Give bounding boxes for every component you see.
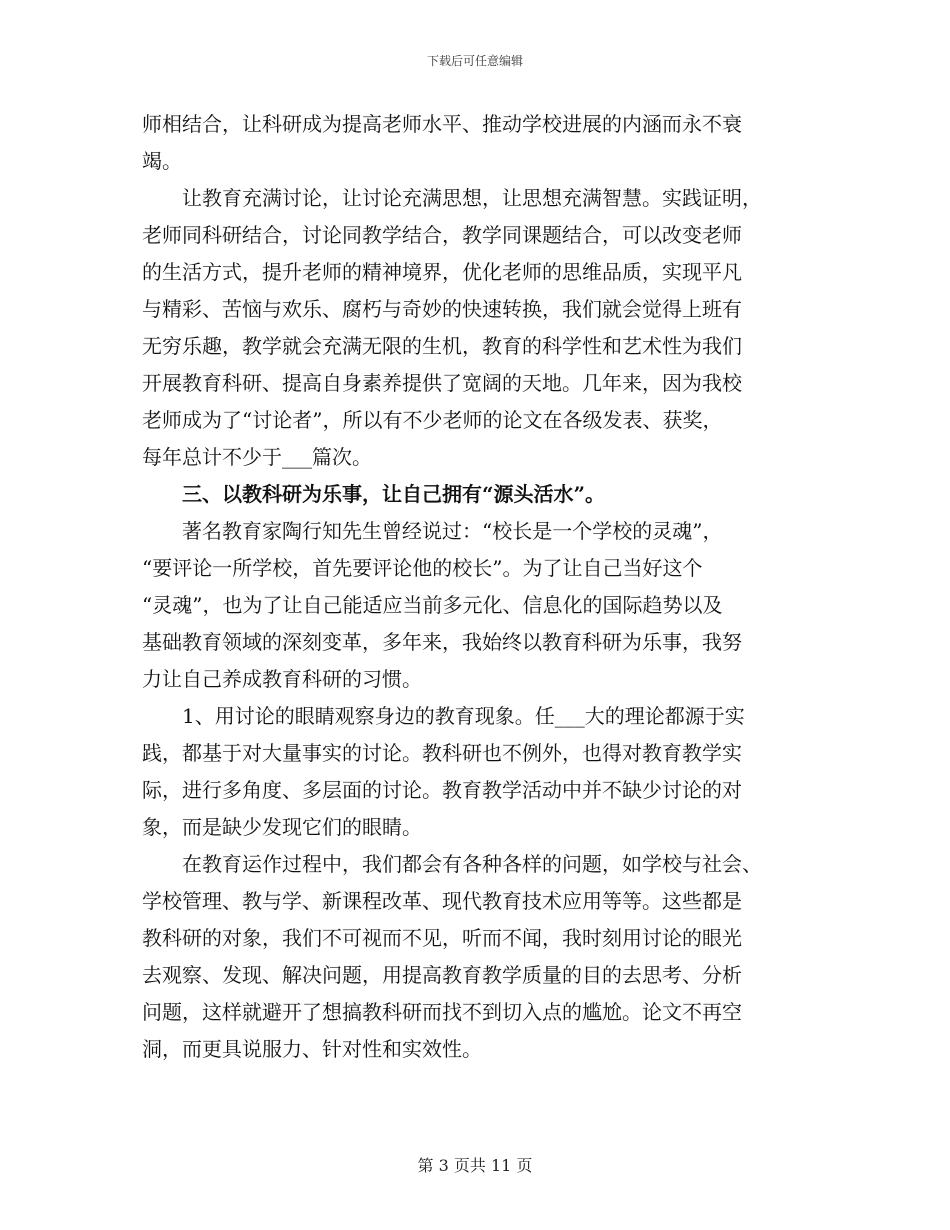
text-line: 践，都基于对大量事实的讨论。教科研也不例外，也得对教育教学实 <box>142 741 742 765</box>
text-line: 在教育运作过程中，我们都会有各种各样的问题，如学校与社会、 <box>142 852 762 876</box>
text-line: 洞，而更具说服力、针对性和实效性。 <box>142 1037 482 1061</box>
text-line: 无穷乐趣，教学就会充满无限的生机，教育的科学性和艺术性为我们 <box>142 334 742 358</box>
text-line: 开展教育科研、提高自身素养提供了宽阔的天地。几年来，因为我校 <box>142 371 742 395</box>
paragraph <box>142 698 812 846</box>
page-footer: 第 3 页共 11 页 <box>417 1156 533 1175</box>
text-line: 际，进行多角度、多层面的讨论。教育教学活动中并不缺少讨论的对 <box>142 778 742 802</box>
paragraph <box>142 513 812 698</box>
text-line: 问题，这样就避开了想搞教科研而找不到切入点的尴尬。论文不再空 <box>142 1000 742 1024</box>
page-header: 下载后可任意编辑 <box>426 54 523 68</box>
text-line: “灵魂”，也为了让自己能适应当前多元化、信息化的国际趋势以及 <box>142 593 723 617</box>
text-line: 三、以教科研为乐事，让自己拥有“源头活水”。 <box>142 482 606 506</box>
text-line: 力让自己养成教育科研的习惯。 <box>142 667 422 691</box>
section-heading <box>142 476 812 513</box>
text-line: 象，而是缺少发现它们的眼睛。 <box>142 815 422 839</box>
text-line: 让教育充满讨论，让讨论充满思想，让思想充满智慧。实践证明， <box>142 186 762 210</box>
text-line: 基础教育领域的深刻变革，多年来，我始终以教育科研为乐事，我努 <box>142 630 742 654</box>
paragraph <box>142 846 812 1068</box>
text-line: 老师成为了“讨论者”，所以有不少老师的论文在各级发表、获奖， <box>142 408 723 432</box>
paragraph <box>142 106 812 180</box>
text-line: 的生活方式，提升老师的精神境界，优化老师的思维品质，实现平凡 <box>142 260 742 284</box>
paragraph <box>142 180 812 476</box>
text-line: 师相结合，让科研成为提高老师水平、推动学校进展的内涵而永不衰 <box>142 112 742 136</box>
text-line: 1、用讨论的眼睛观察身边的教育现象。任___大的理论都源于实 <box>142 704 745 728</box>
text-line: 与精彩、苦恼与欢乐、腐朽与奇妙的快速转换，我们就会觉得上班有 <box>142 297 742 321</box>
text-line: 竭。 <box>142 149 182 173</box>
text-line: 教科研的对象，我们不可视而不见，听而不闻，我时刻用讨论的眼光 <box>142 926 742 950</box>
text-line: “要评论一所学校，首先要评论他的校长”。为了让自己当好这个 <box>142 556 703 580</box>
text-line: 去观察、发现、解决问题，用提高教育教学质量的目的去思考、分析 <box>142 963 742 987</box>
text-line: 学校管理、教与学、新课程改革、现代教育技术应用等等。这些都是 <box>142 889 742 913</box>
document-body <box>142 106 812 1068</box>
text-line: 老师同科研结合，讨论同教学结合，教学同课题结合，可以改变老师 <box>142 223 742 247</box>
text-line: 每年总计不少于___篇次。 <box>142 445 372 469</box>
text-line: 著名教育家陶行知先生曾经说过：“校长是一个学校的灵魂”， <box>142 519 723 543</box>
